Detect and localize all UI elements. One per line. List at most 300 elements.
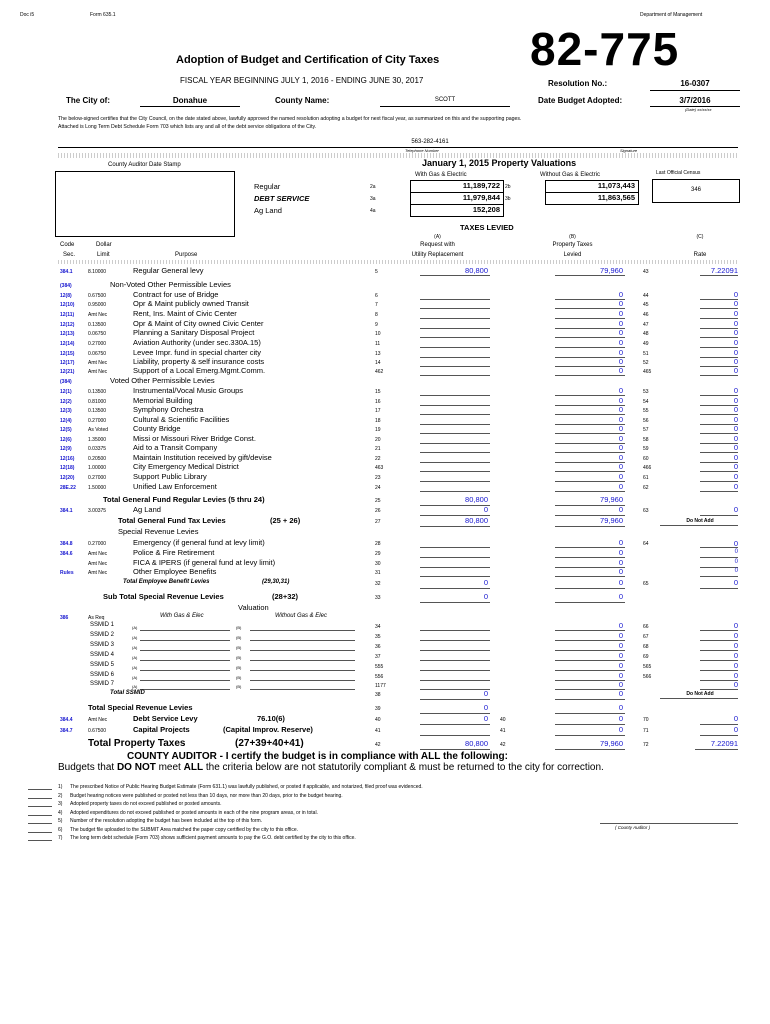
ssmid-label: SSMID 3 xyxy=(90,642,115,648)
levy-rate-value[interactable]: 0 xyxy=(733,319,738,328)
purpose-header: Purpose xyxy=(175,252,198,258)
levy-code: 12(18) xyxy=(60,465,75,471)
ssmid-rate-value[interactable]: 0 xyxy=(733,661,738,670)
checklist-item: Budget hearing notices were published or posted not less than 10 days, nor more than 20 days, prior to the budget hearing. xyxy=(70,792,343,799)
agland-b[interactable]: 0 xyxy=(618,505,623,514)
levy-purpose: Instrumental/Vocal Music Groups xyxy=(133,386,244,395)
special-limit: Amt Nec xyxy=(88,551,108,557)
col-c-label: (C) xyxy=(696,234,704,240)
levy-levied-value[interactable]: 0 xyxy=(618,415,623,424)
levy-rate-value[interactable]: 0 xyxy=(733,309,738,318)
levy-rate-value[interactable]: 0 xyxy=(733,472,738,481)
checklist-item: The prescribed Notice of Public Hearing Budget Estimate (Form 631.1) was lawfully published, or posted if applicable, and notarized, filed proof was evidenced. xyxy=(70,784,423,790)
employee-benefit-total-b[interactable]: 0 xyxy=(618,578,623,587)
levy-limit: 8.10000 xyxy=(88,269,107,275)
levy-rate-line-number: 59 xyxy=(643,446,649,452)
levy-levied-value[interactable]: 0 xyxy=(618,396,623,405)
levy-rate-value[interactable]: 0 xyxy=(733,396,738,405)
levy-rate-line-number: 46 xyxy=(643,312,649,318)
levy-request-line xyxy=(420,299,490,300)
sub-total-special-ln: 33 xyxy=(375,595,381,601)
capital-projects-c[interactable]: 0 xyxy=(733,725,738,734)
levy-rate-line-number: 466 xyxy=(643,465,652,471)
capital-projects-ln: 41 xyxy=(375,728,381,734)
special-request-line xyxy=(420,547,490,548)
ssmid-without-line[interactable] xyxy=(250,630,355,631)
sub-total-special-label: Sub Total Special Revenue Levies xyxy=(103,592,224,601)
levy-levied-value[interactable]: 0 xyxy=(618,338,623,347)
gf-tax-total-a-line xyxy=(420,526,490,527)
valuation-row-agland-with[interactable]: 152,208 xyxy=(472,205,500,214)
certify-text-1: The below-signed certifies that the City Council, on the date stated above, lawfully approved the named resolution adopting a budget for next fiscal year, as summarized on this and the supporting pages. xyxy=(58,116,522,122)
signature-caption: Signature xyxy=(620,148,638,153)
capital-projects-ln2: 71 xyxy=(643,728,649,734)
ssmid-rate-value[interactable]: 0 xyxy=(733,631,738,640)
ssmid-rate-line-number: 67 xyxy=(643,634,649,640)
debt-service-c[interactable]: 0 xyxy=(733,714,738,723)
levy-line-number: 22 xyxy=(375,456,381,462)
levy-purpose: Memorial Building xyxy=(133,396,193,405)
levy-line-number: 15 xyxy=(375,389,381,395)
levies-shaded-separator xyxy=(58,260,738,264)
levy-line-number: 7 xyxy=(375,302,378,308)
levy-line-number: 23 xyxy=(375,475,381,481)
capital-projects-a-line xyxy=(420,735,490,736)
levy-limit: 0.95000 xyxy=(88,302,107,308)
levy-purpose: Regular General levy xyxy=(133,266,204,275)
levy-line-number: 6 xyxy=(375,293,378,299)
gf-tax-total-b[interactable]: 79,960 xyxy=(600,516,623,525)
resolution-value[interactable]: 16-0307 xyxy=(680,79,710,88)
ssmid-rate-value[interactable]: 0 xyxy=(733,651,738,660)
ssmid-total-b[interactable]: 0 xyxy=(618,689,623,698)
levy-limit: 0.13500 xyxy=(88,408,107,414)
checklist-blank[interactable] xyxy=(28,823,52,824)
levy-levied-value[interactable]: 0 xyxy=(618,357,623,366)
limit-header: Limit xyxy=(97,252,110,258)
levy-levied-value[interactable]: 0 xyxy=(618,434,623,443)
levy-levied-value[interactable]: 0 xyxy=(618,309,623,318)
levy-rate-line-number: 57 xyxy=(643,427,649,433)
levy-code: 12(15) xyxy=(60,351,75,357)
total-property-taxes-a[interactable]: 80,800 xyxy=(465,739,488,748)
levy-rate-value[interactable]: 0 xyxy=(733,338,738,347)
special-levied-value[interactable]: 0 xyxy=(618,567,623,576)
special-purpose: Police & Fire Retirement xyxy=(133,548,215,557)
levy-limit: Amt Nec xyxy=(88,360,108,366)
total-property-taxes-b-line xyxy=(555,749,625,750)
levy-rate-value[interactable]: 0 xyxy=(733,434,738,443)
levy-levied-value[interactable]: 0 xyxy=(618,348,623,357)
ssmid-rate-line-number: 566 xyxy=(643,674,652,680)
ssmid-without-line[interactable] xyxy=(250,689,355,690)
levy-rate-value[interactable]: 0 xyxy=(733,462,738,471)
total-special-revenue-b[interactable]: 0 xyxy=(618,703,623,712)
levy-purpose: Support of a Local Emerg.Mgmt.Comm. xyxy=(133,366,266,375)
special-rate-value[interactable]: 0 xyxy=(733,539,738,548)
ssmid-b-marker: (B) xyxy=(236,684,242,689)
auditor-certify-heading: COUNTY AUDITOR - I certify the budget is in compliance with ALL the following: xyxy=(127,751,508,762)
certify-text-2: Attached is Long Term Debt Schedule Form 703 which lists any and all of the debt service obligations of the City. xyxy=(58,124,317,130)
sec-header: Sec. xyxy=(63,252,76,258)
checklist-number: 5) xyxy=(58,818,63,824)
checklist-item: The budget file uploaded to the SUBMIT Area matched the paper copy certified by the city to this office. xyxy=(70,826,299,833)
ssmid-with-line[interactable] xyxy=(140,670,230,671)
checklist-blank[interactable] xyxy=(28,832,52,833)
ssmid-with-line[interactable] xyxy=(140,680,230,681)
valuation-row-regular-without[interactable]: 11,073,443 xyxy=(597,181,635,190)
levy-line-number: 11 xyxy=(375,341,381,347)
levy-levied-value[interactable]: 0 xyxy=(618,472,623,481)
levy-request-line xyxy=(420,375,490,376)
ssmid-rate-value[interactable]: 0 xyxy=(733,621,738,630)
ssmid-rate-value[interactable]: 0 xyxy=(733,641,738,650)
levy-levied-value[interactable]: 0 xyxy=(618,386,623,395)
ssmid-a-marker: (A) xyxy=(132,665,138,670)
employee-benefit-total-a[interactable]: 0 xyxy=(483,578,488,587)
stamp-label: County Auditor Date Stamp xyxy=(108,162,181,168)
ssmid-a-marker: (A) xyxy=(132,675,138,680)
total-special-revenue-a[interactable]: 0 xyxy=(483,703,488,712)
agland-c-line xyxy=(700,515,738,516)
code-header: Code xyxy=(60,242,75,248)
total-special-revenue-ln: 39 xyxy=(375,706,381,712)
checklist-blank[interactable] xyxy=(28,798,52,799)
ssmid-levied-value[interactable]: 0 xyxy=(618,680,623,689)
levy-purpose: Symphony Orchestra xyxy=(133,405,204,414)
levy-request-line xyxy=(420,347,490,348)
county-value[interactable]: SCOTT xyxy=(434,97,456,103)
ssmid-line-number: 556 xyxy=(375,674,384,680)
levy-code: 12(8) xyxy=(60,293,72,299)
levy-request-value[interactable]: 80,800 xyxy=(465,266,488,275)
valuation-row-debt-without[interactable]: 11,863,565 xyxy=(597,193,635,202)
levy-purpose: Aviation Authority (under sec.330A.15) xyxy=(133,338,261,347)
levy-limit: As Voted xyxy=(88,427,109,433)
levy-rate-value[interactable]: 0 xyxy=(733,348,738,357)
ssmid-rate-line-number: 66 xyxy=(643,624,649,630)
levy-code: 12(5) xyxy=(60,427,72,433)
checklist-item: Adopted property taxes do not exceed published or posted amounts. xyxy=(70,801,222,807)
ssmid-with-line[interactable] xyxy=(140,630,230,631)
levy-rate-value[interactable]: 0 xyxy=(733,386,738,395)
ssmid-request-line xyxy=(420,660,490,661)
levy-rate-line-number: 44 xyxy=(643,293,649,299)
levy-purpose: Maintain Institution received by gift/devise xyxy=(133,453,272,462)
ssmid-levied-value[interactable]: 0 xyxy=(618,631,623,640)
special-revenue-heading: Special Revenue Levies xyxy=(118,527,199,536)
levy-levied-value[interactable]: 0 xyxy=(618,299,623,308)
levy-purpose: Opr & Maint publicly owned Transit xyxy=(133,299,249,308)
capital-projects-code: 384.7 xyxy=(60,728,73,734)
ssmid-label: SSMID 4 xyxy=(90,652,115,658)
levy-rate-value[interactable]: 0 xyxy=(733,453,738,462)
valuation-row-agland-label: Ag Land xyxy=(254,206,282,215)
levy-rate-line xyxy=(700,491,738,492)
taxes-levied-title: TAXES LEVIED xyxy=(460,223,514,232)
levy-levied-value[interactable]: 0 xyxy=(618,290,623,299)
ssmid-total-a[interactable]: 0 xyxy=(483,689,488,698)
levy-code: 12(2) xyxy=(60,399,72,405)
levy-limit: 1.35000 xyxy=(88,437,107,443)
city-value[interactable]: Donahue xyxy=(172,96,208,105)
ssmid-levied-value[interactable]: 0 xyxy=(618,671,623,680)
ssmid-request-line xyxy=(420,680,490,681)
capital-projects-b[interactable]: 0 xyxy=(618,725,623,734)
special-limit: Amt Nec xyxy=(88,570,108,576)
levy-levied-value[interactable]: 0 xyxy=(618,482,623,491)
ssmid-levied-value[interactable]: 0 xyxy=(618,621,623,630)
ssmid-without-line[interactable] xyxy=(250,680,355,681)
ssmid-a-marker: (A) xyxy=(132,645,138,650)
special-code: 384.6 xyxy=(60,551,73,557)
total-property-taxes-ln: 42 xyxy=(375,742,381,748)
special-levied-value[interactable]: 0 xyxy=(618,548,623,557)
valuation-row-regular-num2: 2b xyxy=(505,184,511,190)
ssmid-rate-line xyxy=(700,689,738,690)
resolution-underline xyxy=(650,90,740,91)
gf-regular-total-a[interactable]: 80,800 xyxy=(465,495,488,504)
levy-limit: Amt Nec xyxy=(88,312,108,318)
levy-rate-value[interactable]: 0 xyxy=(733,299,738,308)
levy-limit: 0.06750 xyxy=(88,331,107,337)
levy-code: 12(3) xyxy=(60,408,72,414)
levy-purpose: Rent, Ins. Maint of Civic Center xyxy=(133,309,237,318)
ssmid-total-label: Total SSMID xyxy=(110,690,145,696)
total-property-taxes-ln2: 72 xyxy=(643,742,649,748)
col-b-line1: Property Taxes xyxy=(552,242,593,248)
checklist-item: Number of the resolution adopting the budget has been included at the top of this form. xyxy=(70,818,263,824)
do-not-add-2: Do Not Add xyxy=(686,691,714,697)
levy-rate-line xyxy=(700,375,738,376)
auditor-signature-caption: ( County Auditor ) xyxy=(615,825,651,830)
employee-benefit-total-c[interactable]: 0 xyxy=(733,578,738,587)
total-property-taxes-c-line xyxy=(695,749,738,750)
levy-code: (384) xyxy=(60,283,72,289)
ssmid-levied-value[interactable]: 0 xyxy=(618,651,623,660)
capital-projects-limit: 0.67500 xyxy=(88,728,107,734)
levy-rate-value[interactable]: 7.22091 xyxy=(710,266,738,275)
special-rate-line-number: 64 xyxy=(643,541,649,547)
city-label: The City of: xyxy=(66,96,110,105)
checklist-blank[interactable] xyxy=(28,806,52,807)
auditor-criteria-note xyxy=(58,762,604,773)
special-levied-value[interactable]: 0 xyxy=(618,538,623,547)
checklist-blank[interactable] xyxy=(28,789,52,790)
col-b-line2: Levied xyxy=(563,252,582,258)
levy-code: 12(21) xyxy=(60,369,75,375)
employee-benefit-total-a-line xyxy=(420,588,490,589)
levy-levied-value[interactable]: 79,960 xyxy=(600,266,623,275)
levy-levied-value[interactable]: 0 xyxy=(618,366,623,375)
ssmid-with-line[interactable] xyxy=(140,650,230,651)
levy-code: 12(9) xyxy=(60,446,72,452)
special-rate-value[interactable]: 0 xyxy=(734,559,738,565)
levy-rate-value[interactable]: 0 xyxy=(733,415,738,424)
levy-code: 12(20) xyxy=(60,475,75,481)
levy-rate-value[interactable]: 0 xyxy=(733,328,738,337)
levy-levied-value[interactable]: 0 xyxy=(618,443,623,452)
levy-rate-line-number: 52 xyxy=(643,360,649,366)
form-number: Form 635.1 xyxy=(90,12,116,18)
levy-rate-value[interactable]: 0 xyxy=(733,405,738,414)
levy-rate-value[interactable]: 0 xyxy=(733,482,738,491)
checklist-blank[interactable] xyxy=(28,815,52,816)
valuation-row-agland-num: 4a xyxy=(370,208,376,214)
ssmid-a-marker: (A) xyxy=(132,684,138,689)
gf-regular-total-b[interactable]: 79,960 xyxy=(600,495,623,504)
valuation-row-debt-with[interactable]: 11,979,844 xyxy=(462,193,500,202)
special-rate-value[interactable]: 0 xyxy=(734,568,738,574)
ssmid-b-marker: (B) xyxy=(236,645,242,650)
ssmid-with-line[interactable] xyxy=(140,660,230,661)
ssmid-without-line[interactable] xyxy=(250,650,355,651)
levy-purpose: Levee Impr. fund in special charter city xyxy=(133,348,261,357)
levy-purpose: Missi or Missouri River Bridge Const. xyxy=(133,434,256,443)
valuation-col-with: With Gas & Electric xyxy=(415,172,467,178)
checklist-blank[interactable] xyxy=(28,840,52,841)
ssmid-rate-value[interactable]: 0 xyxy=(733,680,738,689)
gf-tax-total-paren: (25 + 26) xyxy=(270,516,301,525)
levy-request-line xyxy=(420,414,490,415)
date-value[interactable]: 3/7/2016 xyxy=(679,96,711,105)
debt-service-b[interactable]: 0 xyxy=(618,714,623,723)
total-property-taxes-b[interactable]: 79,960 xyxy=(600,739,623,748)
ssmid-b-marker: (B) xyxy=(236,665,242,670)
levy-rate-line-number: 49 xyxy=(643,341,649,347)
employee-benefit-total-ln2: 65 xyxy=(643,581,649,587)
gf-regular-total-label: Total General Fund Regular Levies (5 thru 24) xyxy=(103,495,265,504)
agland-c[interactable]: 0 xyxy=(733,505,738,514)
sub-total-special-a[interactable]: 0 xyxy=(483,592,488,601)
levy-request-line xyxy=(420,424,490,425)
employee-benefit-total-b-line xyxy=(555,588,625,589)
agland-a[interactable]: 0 xyxy=(483,505,488,514)
capital-projects-b-line xyxy=(555,735,625,736)
ssmid-line-number: 1177 xyxy=(375,683,386,689)
valuation-row-regular-with[interactable]: 11,189,722 xyxy=(462,181,500,190)
levy-levied-value[interactable]: 0 xyxy=(618,319,623,328)
levy-rate-line-number: 58 xyxy=(643,437,649,443)
debt-service-ln2: 70 xyxy=(643,717,649,723)
checklist-number: 4) xyxy=(58,809,63,816)
ssmid-b-marker: (B) xyxy=(236,625,242,630)
special-purpose: Emergency (if general fund at levy limit) xyxy=(133,538,265,547)
sub-total-special-b-line xyxy=(555,602,625,603)
levy-levied-value[interactable]: 0 xyxy=(618,462,623,471)
special-line-number: 28 xyxy=(375,541,381,547)
levy-line-number: 24 xyxy=(375,485,381,491)
total-property-taxes-ln-b: 42 xyxy=(500,742,506,748)
levy-rate-line xyxy=(700,275,738,276)
levy-code: (384) xyxy=(60,379,72,385)
ssmid-rate-value[interactable]: 0 xyxy=(733,671,738,680)
ssmid-with-line[interactable] xyxy=(140,640,230,641)
special-rate-value[interactable]: 0 xyxy=(734,549,738,555)
levy-limit: 0.27000 xyxy=(88,341,107,347)
checklist-item: Adopted expenditures do not exceed published or posted amounts in each of the nine program areas, or in total. xyxy=(70,809,318,816)
ssmid-code: 386 xyxy=(60,615,69,621)
capital-projects-c-line xyxy=(700,735,738,736)
levy-levied-value[interactable]: 0 xyxy=(618,405,623,414)
ssmid-a-marker: (A) xyxy=(132,655,138,660)
levy-line-number: 8 xyxy=(375,312,378,318)
levy-code: 12(17) xyxy=(60,360,75,366)
levy-rate-value[interactable]: 0 xyxy=(733,366,738,375)
levy-levied-value[interactable]: 0 xyxy=(618,424,623,433)
doc-id: Doc i5 xyxy=(20,12,35,18)
ssmid-levied-value[interactable]: 0 xyxy=(618,641,623,650)
gf-tax-total-a[interactable]: 80,800 xyxy=(465,516,488,525)
levy-code: 12(16) xyxy=(60,456,75,462)
sub-total-special-a-line xyxy=(420,602,490,603)
special-rate-line xyxy=(700,576,738,577)
ssmid-with-line[interactable] xyxy=(140,689,230,690)
checklist-number: 7) xyxy=(58,835,63,841)
auditor-signature-line[interactable] xyxy=(600,823,738,824)
levy-request-line xyxy=(420,337,490,338)
levy-code: 12(4) xyxy=(60,418,72,424)
levy-request-line xyxy=(420,366,490,367)
valuation-row-debt-label: DEBT SERVICE xyxy=(254,194,310,203)
employee-benefit-total-paren: (29,30,31) xyxy=(262,579,290,585)
census-value[interactable]: 346 xyxy=(690,187,701,193)
special-levied-value[interactable]: 0 xyxy=(618,558,623,567)
levy-rate-value[interactable]: 0 xyxy=(733,357,738,366)
special-rate-line xyxy=(700,547,738,548)
sub-total-special-b[interactable]: 0 xyxy=(618,592,623,601)
ssmid-without-line[interactable] xyxy=(250,670,355,671)
levy-limit: 0.27000 xyxy=(88,475,107,481)
auditor-note-part-3: the criteria below are not statutorily compliant & must be returned to the city for correction. xyxy=(203,762,604,773)
ssmid-request-line xyxy=(420,670,490,671)
levy-code: 12(14) xyxy=(60,341,75,347)
col-a-line2: Utility Replacement xyxy=(411,252,464,258)
levy-limit: 0.06750 xyxy=(88,351,107,357)
ssmid-label: SSMID 5 xyxy=(90,662,115,668)
levy-code: 384.1 xyxy=(60,269,73,275)
ssmid-without-line[interactable] xyxy=(250,660,355,661)
levy-rate-value[interactable]: 0 xyxy=(733,290,738,299)
total-property-taxes-c[interactable]: 7.22091 xyxy=(710,739,738,748)
debt-service-a[interactable]: 0 xyxy=(483,714,488,723)
phone[interactable]: 563-282-4161 xyxy=(411,139,449,145)
ssmid-request-line xyxy=(420,630,490,631)
levy-request-line xyxy=(420,275,490,276)
valuation-row-regular-label: Regular xyxy=(254,182,281,191)
special-request-line xyxy=(420,576,490,577)
levy-rate-line-number: 45 xyxy=(643,302,649,308)
ssmid-line-number: 36 xyxy=(375,644,381,650)
special-line-number: 29 xyxy=(375,551,381,557)
levy-levied-value[interactable]: 0 xyxy=(618,328,623,337)
levy-rate-value[interactable]: 0 xyxy=(733,443,738,452)
ssmid-without-line[interactable] xyxy=(250,640,355,641)
gf-tax-total-label: Total General Fund Tax Levies xyxy=(118,516,226,525)
levy-levied-value[interactable]: 0 xyxy=(618,453,623,462)
ssmid-levied-value[interactable]: 0 xyxy=(618,661,623,670)
ssmid-total-a-line xyxy=(420,699,490,700)
levy-code: 12(12) xyxy=(60,322,75,328)
special-levied-line xyxy=(555,576,625,577)
ssmid-b-marker: (B) xyxy=(236,635,242,640)
levy-rate-value[interactable]: 0 xyxy=(733,424,738,433)
phone-caption: Telephone Number xyxy=(405,148,439,153)
date-caption: (Date) xx/xx/xx xyxy=(685,107,712,112)
levy-line-number: 16 xyxy=(375,399,381,405)
special-code: Rules xyxy=(60,570,74,576)
ssmid-rate-line-number: 69 xyxy=(643,654,649,660)
